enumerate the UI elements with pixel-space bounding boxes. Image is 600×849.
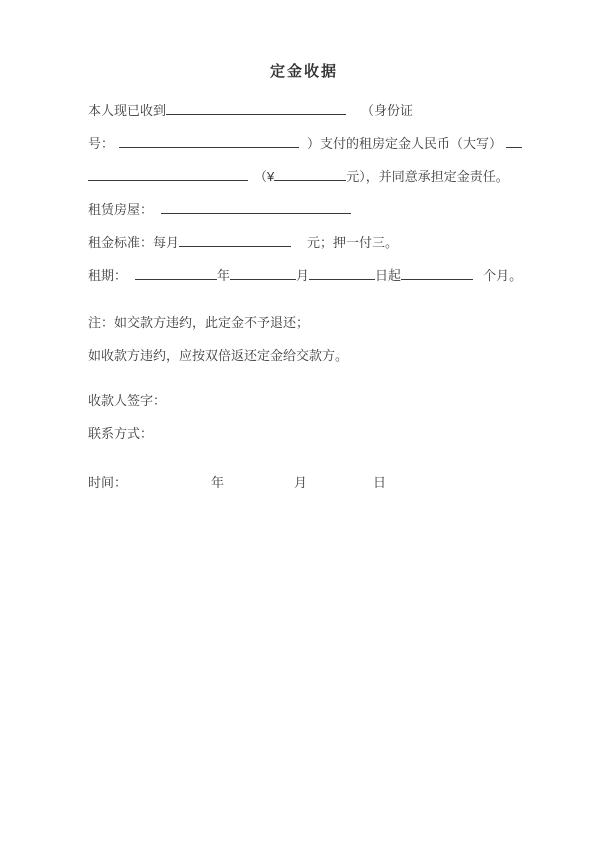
amount-words-start-blank bbox=[506, 134, 522, 148]
term-day-blank bbox=[309, 266, 375, 280]
note-line-1: 注：如交款方违约，此定金不予退还； bbox=[88, 315, 310, 330]
term-month-blank bbox=[230, 266, 296, 280]
term-months-label: 个月。 bbox=[483, 268, 523, 283]
amount-words-label: ）支付的租房定金人民币（大写） bbox=[307, 136, 503, 151]
id-open-label: （身份证 bbox=[361, 103, 414, 118]
date-year-label: 年 bbox=[211, 475, 225, 490]
house-label: 租赁房屋： bbox=[88, 202, 154, 217]
term-line bbox=[88, 259, 523, 292]
per-month-label: 每月 bbox=[153, 235, 180, 250]
date-line bbox=[88, 466, 520, 499]
contact-line: 联系方式： bbox=[88, 426, 154, 441]
term-day-from-label: 日起 bbox=[375, 268, 402, 283]
house-line bbox=[88, 193, 520, 226]
amount-figures-blank bbox=[274, 167, 346, 181]
agreement-text: 并同意承担定金责任。 bbox=[378, 169, 509, 184]
term-year-blank bbox=[135, 266, 217, 280]
property-address-blank bbox=[161, 200, 351, 214]
amount-words-blank bbox=[88, 167, 248, 181]
received-line bbox=[88, 94, 520, 127]
currency-close-label: 元）， bbox=[346, 169, 379, 184]
monthly-rent-blank bbox=[179, 233, 291, 247]
term-year-label: 年 bbox=[217, 268, 231, 283]
id-number-label: 号： bbox=[88, 136, 115, 151]
term-label: 租期： bbox=[88, 268, 128, 283]
date-day-label: 日 bbox=[373, 475, 387, 490]
id-number-line bbox=[88, 127, 520, 160]
payee-signature-line: 收款人签字： bbox=[88, 393, 167, 408]
date-month-label: 月 bbox=[294, 475, 308, 490]
document-title: 定金收据 bbox=[269, 63, 338, 80]
term-month-label: 月 bbox=[296, 268, 310, 283]
rent-terms-text: 元；押一付三。 bbox=[307, 235, 399, 250]
payer-name-blank bbox=[166, 101, 346, 115]
rent-line bbox=[88, 226, 520, 259]
term-months-blank bbox=[401, 266, 473, 280]
date-label: 时间： bbox=[88, 475, 128, 490]
note-line-2: 如收款方违约，应按双倍返还定金给交款方。 bbox=[88, 348, 349, 363]
amount-line bbox=[88, 160, 520, 193]
currency-open-label: （¥ bbox=[254, 169, 275, 184]
rent-label: 租金标准： bbox=[88, 235, 154, 250]
id-number-blank bbox=[119, 134, 299, 148]
received-label: 本人现已收到 bbox=[88, 103, 167, 118]
